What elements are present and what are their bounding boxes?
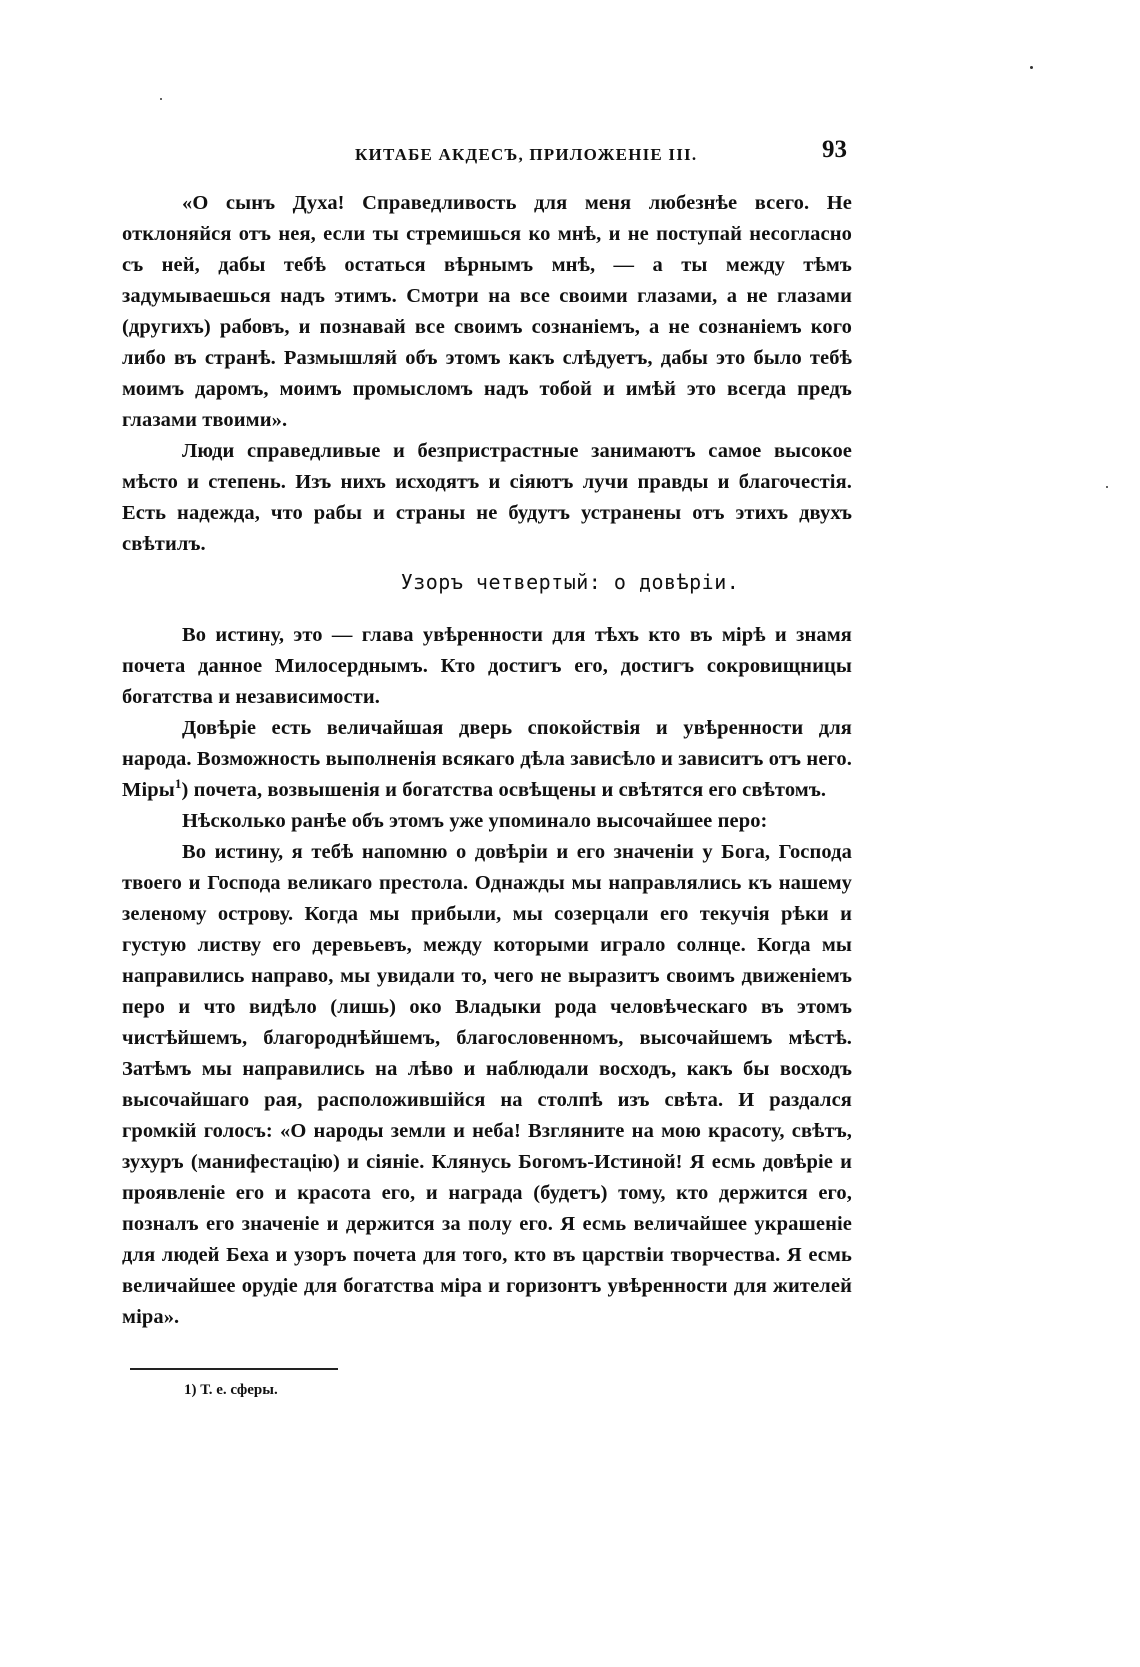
scan-speck [1106,486,1108,488]
paragraph: «О сынъ Духа! Справедливость для меня любезнѣе всего. Не отклоняйся отъ нея, если ты стремишься ко мнѣ, и не поступай несогласно съ ней, дабы тебѣ остаться вѣрнымъ мнѣ, — а ты между тѣмъ задумываешься надъ этимъ. Смотри на все своими глазами, а не глазами (другихъ) рабовъ, и познавай все своимъ сознаніемъ, а не сознаніемъ кого либо въ странѣ. Размышляй объ этомъ какъ слѣдуетъ, дабы это было тебѣ моимъ даромъ, моимъ промысломъ надъ тобой и имѣй это всегда предъ глазами твоими». [122,192,852,431]
running-head: КИТАБЕ АКДЕСЪ, ПРИЛОЖЕНІЕ III. [355,145,698,164]
paragraph: Во истину, это — глава увѣренности для тѣхъ кто въ мірѣ и знамя почета данное Милосерднымъ. Кто достигъ его, достигъ сокровищницы богатства и независимости. [122,624,852,708]
quotation-block [122,188,852,560]
paragraph-text: ) почета, возвышенія и богатства освѣщены и свѣтятся его свѣтомъ. [181,779,827,801]
paragraph [122,713,852,806]
paragraph: Нѣсколько ранѣе объ этомъ уже упоминало высочайшее перо: [182,810,768,832]
scan-speck [1030,66,1033,69]
paragraph: Люди справедливые и безпристрастные занимаютъ самое высокое мѣсто и степень. Изъ нихъ исходятъ и сіяютъ лучи правды и благочестія. Есть надежда, что рабы и страны не будутъ устранены отъ этихъ двухъ свѣтилъ. [122,440,852,555]
scan-speck [160,98,162,100]
paragraph-text: Довѣріе есть величайшая дверь спокойствія и увѣренности для народа. Возможность выполненія всякаго дѣла зависѣло и зависитъ отъ него. Міры [122,717,852,801]
section-body [122,620,852,1333]
section-heading: Узоръ четвертый: о довѣріи. [400,570,740,594]
page-number: 93 [822,136,847,163]
paragraph: Во истину, я тебѣ напомню о довѣріи и его значеніи у Бога, Господа твоего и Господа великаго престола. Однажды мы направлялись къ нашему зеленому острову. Когда мы прибыли, мы созерцали его текучія рѣки и густую листву его деревьевъ, между которыми играло солнце. Когда мы направились направо, мы увидали то, чего не выразитъ своимъ движеніемъ перо и что видѣло (лишь) око Владыки рода человѣческаго въ этомъ чистѣйшемъ, благороднѣйшемъ, благословенномъ, высочайшемъ мѣстѣ. Затѣмъ мы направились на лѣво и наблюдали восходъ, какъ бы восходъ высочайшаго рая, расположившійся на столпѣ изъ свѣта. И раздался громкій голосъ: «О народы земли и неба! Взгляните на мою красоту, свѣтъ, зухуръ (манифестацію) и сіяніе. Клянусь Богомъ-Истиной! Я есмь довѣріе и проявленіе его и красота его, и награда (будетъ) тому, кто держится его, позналъ его значеніе и держится за полу его. Я есмь величайшее украшеніе для людей Беха и узоръ почета для того, кто въ царствіи творчества. Я есмь величайшее орудіе для богатства міра и горизонтъ увѣренности для жителей міра». [122,841,852,1328]
footnote-marker: 1 [174,776,182,792]
footnote: 1) Т. е. сферы. [184,1382,278,1398]
footnote-divider [130,1368,338,1370]
